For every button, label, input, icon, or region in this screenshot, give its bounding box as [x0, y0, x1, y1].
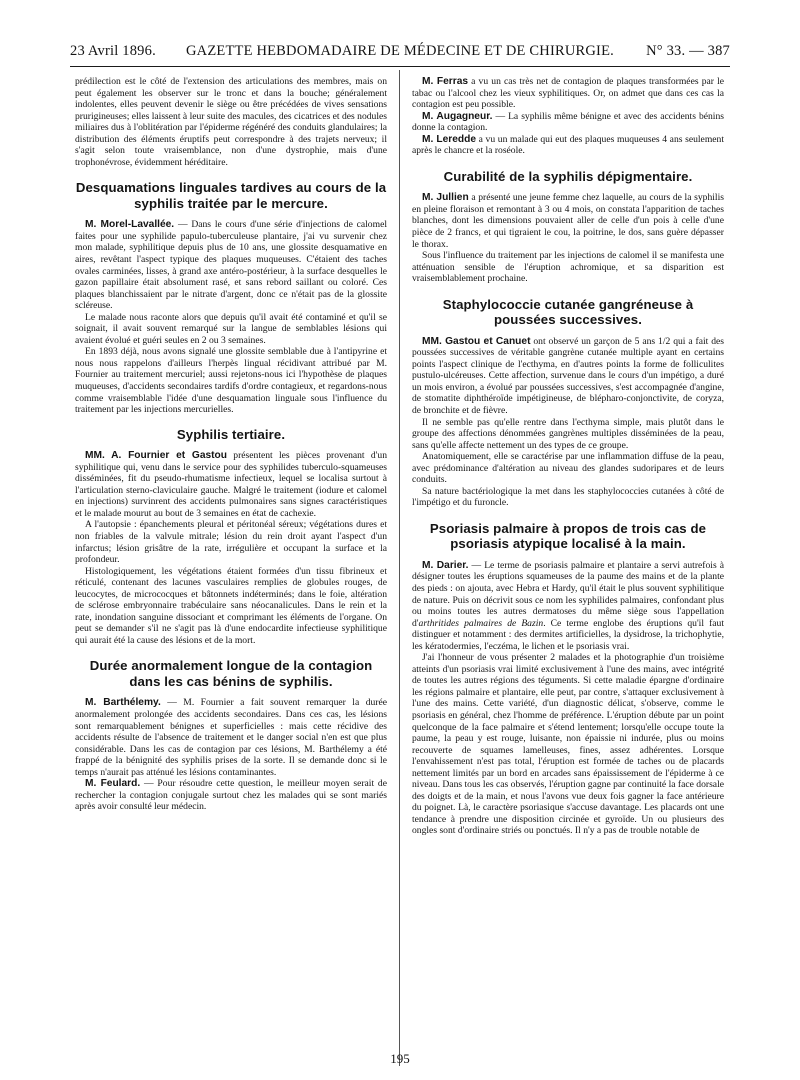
header-rule [70, 66, 730, 67]
paragraph [412, 134, 724, 157]
paragraph: A l'autopsie : épanchements pleural et péritonéal séreux; végétations dures et non friables de la valvule mitrale; lésion du rein droit ayant l'aspect d'un infarctus; lésion grisâtre de la rate, irrégulière et occupant la surface et la profondeur. [75, 519, 387, 566]
italic-term: arthritides palmaires de Bazin [418, 617, 544, 629]
speaker-name: M. Morel-Lavallée. [85, 219, 175, 231]
section-title: Durée anormalement longue de la contagion dans les cas bénins de syphilis. [89, 658, 373, 689]
paragraph-text: — M. Fournier a fait souvent remarquer la durée anormalement prolongée des accidents secondaires. Dans ces cas, les lésions sont remarquablement bénignes et superficielles : mais cette récidive des accidents résulte de l'absence de traitement et le danger social n'en est que plus considérable. Dans les cas de contagion par ces lésions, M. Barthélemy a été frappé de la bénignité des syphilis prises de la sorte. Il se demande donc si le temps n'aurait pas atténué les lésions contaminantes. [75, 697, 387, 778]
page-number: 195 [390, 1051, 410, 1066]
speaker-name: MM. A. Fournier et Gastou [85, 450, 227, 462]
section-title: Staphylococcie cutanée gangréneuse à poussées successives. [442, 296, 694, 328]
header-journal-title: GAZETTE HEBDOMADAIRE DE MÉDECINE ET DE CHIRURGIE. [186, 43, 614, 59]
speaker-name: M. Jullien [422, 192, 469, 204]
column-divider [399, 70, 400, 1066]
paragraph-text: a vu un cas très net de contagion de plaques transformées par le tabac ou l'alcool chez les vieux syphilitiques. Or, on admet que dans ces cas la contagion est peu possible. [412, 76, 724, 111]
paragraph [75, 697, 387, 778]
paragraph-text: a présenté une jeune femme chez laquelle, au cours de la syphilis en pleine floraison et remontant à 3 ou 4 mois, on constata l'apparition de taches blanches, dont les dimensions pouvaient aller de celle d'un pois à celle d'une pièce de 2 francs, et qui tigraient le cou, la poitrine, le dos, sans guère dépasser le thorax. [412, 192, 724, 250]
paragraph-text: . Ce terme englobe des éruptions qu'il faut distinguer et notamment : des dermites artificielles, la dysidrose, la trichophytie, les kératodermies, l'eczéma, le lichen et le psoriasis vrai. [412, 617, 724, 652]
left-column [75, 76, 387, 813]
paragraph [412, 76, 724, 111]
paragraph-text: — Pour résoudre cette question, le meilleur moyen serait de rechercher la contagion conjugale surtout chez les malades qui se sont mariés après avoir consulté leur médecin. [75, 778, 387, 813]
header-issue-page: N° 33. — 387 [646, 43, 730, 59]
paragraph: Sa nature bactériologique la met dans les staphylococcies cutanées à côté de l'impétigo et du furoncle. [412, 485, 724, 509]
paragraph: prédilection est le côté de l'extension des articulations des membres, mais on peut également les observer sur le tronc et dans la bouche; généralement indolentes, elles peuvent devenir le siège ou être précédées de vives sensations prurigineuses; elles laissent à leur suite des macules, des cicatrices et des nodules miliaires dus à l'oblitération par l'épiderme régénéré des conduits glandulaires; la distribution des éléments éruptifs peut correspondre à des trajets nerveux; il s'agit selon toute vraisemblance, non d'une dystrophie, mais d'une trophonévrose, évidemment héréditaire. [75, 76, 387, 168]
section-title: Desquamations linguales tardives au cours de la syphilis traitée par le mercure. [75, 180, 387, 211]
section-title: Syphilis tertiaire. [176, 426, 286, 442]
paragraph [412, 111, 724, 134]
paragraph [75, 219, 387, 311]
paragraph: Histologiquement, les végétations étaient formées d'un tissu fibrineux et réticulé, contenant des lacunes vasculaires remplies de globules rouges, de leucocytes, de micrococques et bâtonnets indéterminés; dans le foie, altération de sclérose embryonnaire trabéculaire sans néocanalicules. Dans le rein et la rate, inondation sanguine dissociant et comprimant les éléments de l'organe. On peut se demander s'il ne s'agit pas là d'une endocardite infectieuse syphilitique qui aurait été la cause des lésions et de la mort. [75, 565, 387, 646]
paragraph [75, 778, 387, 813]
paragraph: En 1893 déjà, nous avons signalé une glossite semblable due à l'antipyrine et nous nous rappelons d'ailleurs l'herpès lingual récidivant attribué par M. Fournier au traitement mercuriel; aussi rejetons-nous ici l'hypothèse de plaques muqueuses, d'accidents secondaires tardifs d'ordre contagieux, et regardons-nous comme vraisemblable l'idée d'une desquamation linguale sous l'influence du traitement par les injections mercurielles. [75, 346, 387, 416]
speaker-name: M. Darier. [422, 559, 469, 571]
speaker-name: M. Feulard. [85, 778, 141, 790]
header-date: 23 Avril 1896. [70, 43, 156, 59]
paragraph-text: — Dans le cours d'une série d'injections de calomel faites pour une syphilide papulo-tuberculeuse plantaire, j'ai vu survenir chez mon malade, syphilitique depuis plus de 10 ans, une glossite desquamative en aires, revêtant l'aspect typique des plaques muqueuses. C'étaient des taches ovales carminées, lisses, à grand axe antéro-postérieur, à la surface desquelles le gazon papillaire était absolument rasé, et sans rebord saillant ou coloré. Ces plaques blanchissaient par le nitrate d'argent, donc ce n'était pas de la glossite scléreuse. [75, 219, 387, 312]
running-header [70, 43, 730, 65]
right-column [412, 76, 724, 837]
section-title: Curabilité de la syphilis dépigmentaire. [443, 168, 693, 184]
paragraph-text: ont observé un garçon de 5 ans 1/2 qui a fait des poussées successives de véritable gangrène cutanée multiple ayant en certains points l'aspect clinique de l'ecthyma, en d'autres points la forme de folliculites pustulo-ulcéreuses. Cette affection, survenue dans le cours d'un impétigo, a duré un mois environ, a évolué par poussées successives, s'est accompagnée d'angine, de stomatite diphthéroïde impétigineuse, de blépharo-conjonctivite, de coryza, de bronchite et de fièvre. [412, 335, 724, 416]
paragraph: Anatomiquement, elle se caractérise par une inflammation diffuse de la peau, avec prédominance d'altération au niveau des glandes sudoripares et de leurs conduits. [412, 451, 724, 486]
paragraph [412, 336, 724, 417]
paragraph-text: — La syphilis même bénigne et avec des accidents bénins donne la contagion. [412, 110, 724, 134]
speaker-name: M. Leredde [422, 133, 477, 145]
speaker-name: MM. Gastou et Canuet [422, 335, 531, 347]
paragraph: Le malade nous raconte alors que depuis qu'il avait été contaminé et qu'il se soignait, il avait souvent remarqué sur la langue de semblables lésions qui avaient évolué et guéri seules en 2 ou 3 semaines. [75, 311, 387, 346]
paragraph [412, 560, 724, 652]
speaker-name: M. Augagneur. [422, 110, 493, 122]
paragraph: J'ai l'honneur de vous présenter 2 malades et la photographie d'un troisième atteints d'un psoriasis vrai limité exclusivement à l'une des mains, avec intégrité de toutes les autres régions des téguments. Si cette maladie épargne d'ordinaire les régions palmaire et plantaire, elle peut, par contre, s'attaquer exclusivement à l'une des mains. Cette variété, d'un diagnostic délicat, s'observe, comme le psoriasis en général, chez l'homme de préférence. L'éruption débute par un point quelconque de la face palmaire et s'étend lentement; lorsqu'elle occupe toute la paume, la peau y est rouge, luisante, non épaissie ni indurée, plus ou moins recouverte de squames lamelleuses, fines, assez adhérentes. Lorsque l'envahissement n'est pas total, l'éruption est formée de taches ou de placards nettement limités par un bord en arcades sans épaississement de l'épiderme à ce niveau. Dans tous les cas observés, l'éruption gagne par continuité la face dorsale des doigts et de la main, et nous l'avons vue deux fois gagner la face antérieure du poignet. Là, le caractère psoriasique s'accuse davantage. Les placards ont une tendance à prendre une disposition circinée et gyroïde. Un ou plusieurs des ongles sont d'ordinaire striés ou ponctués. Il n'y a pas de trouble notable de [412, 652, 724, 837]
section-title: Psoriasis palmaire à propos de trois cas de psoriasis atypique localisé à la main. [429, 520, 707, 552]
paragraph-text: — Le terme de psoriasis palmaire et plantaire a servi autrefois à désigner toutes les éruptions squameuses de la paume des mains et de la plante des pieds : on ajouta, avec Hebra et Hardy, qu'il était le plus souvent syphilitique de nature. Puis on décrivit sous ce nom les syphilides palmaires, confondant plus ou moins toutes les autres dermatoses du même siège sous l'appellation d' [412, 559, 724, 629]
paragraph-text: a vu un malade qui eut des plaques muqueuses 4 ans seulement après le chancre et la roséole. [412, 133, 725, 157]
paragraph [75, 450, 387, 519]
paragraph-text: présentent les pièces provenant d'un syphilitique qui, venu dans le service pour des syphilides tuberculo-squameuses disséminées, fit du pseudo-rhumatisme infectieux, lequel se localisa surtout à l'articulation sterno-claviculaire gauche. Malgré le traitement (iodure et calomel en injections) survinrent des accidents pulmonaires sans signes caractéristiques et le malade mourut au bout de 3 semaines en état de cachexie. [75, 450, 388, 519]
paragraph [412, 192, 724, 250]
paragraph: Il ne semble pas qu'elle rentre dans l'ecthyma simple, mais plutôt dans le groupe des affections dénommées gangrènes multiples disséminées de la peau, sans qu'elle affecte nettement un des types de ce groupe. [412, 416, 724, 451]
speaker-name: M. Barthélemy. [85, 697, 161, 709]
speaker-name: M. Ferras [422, 76, 469, 87]
paragraph: Sous l'influence du traitement par les injections de calomel il se manifesta une atténuation sensible de l'éruption achromique, et sa disparition est vraisemblablement prochaine. [412, 250, 724, 285]
